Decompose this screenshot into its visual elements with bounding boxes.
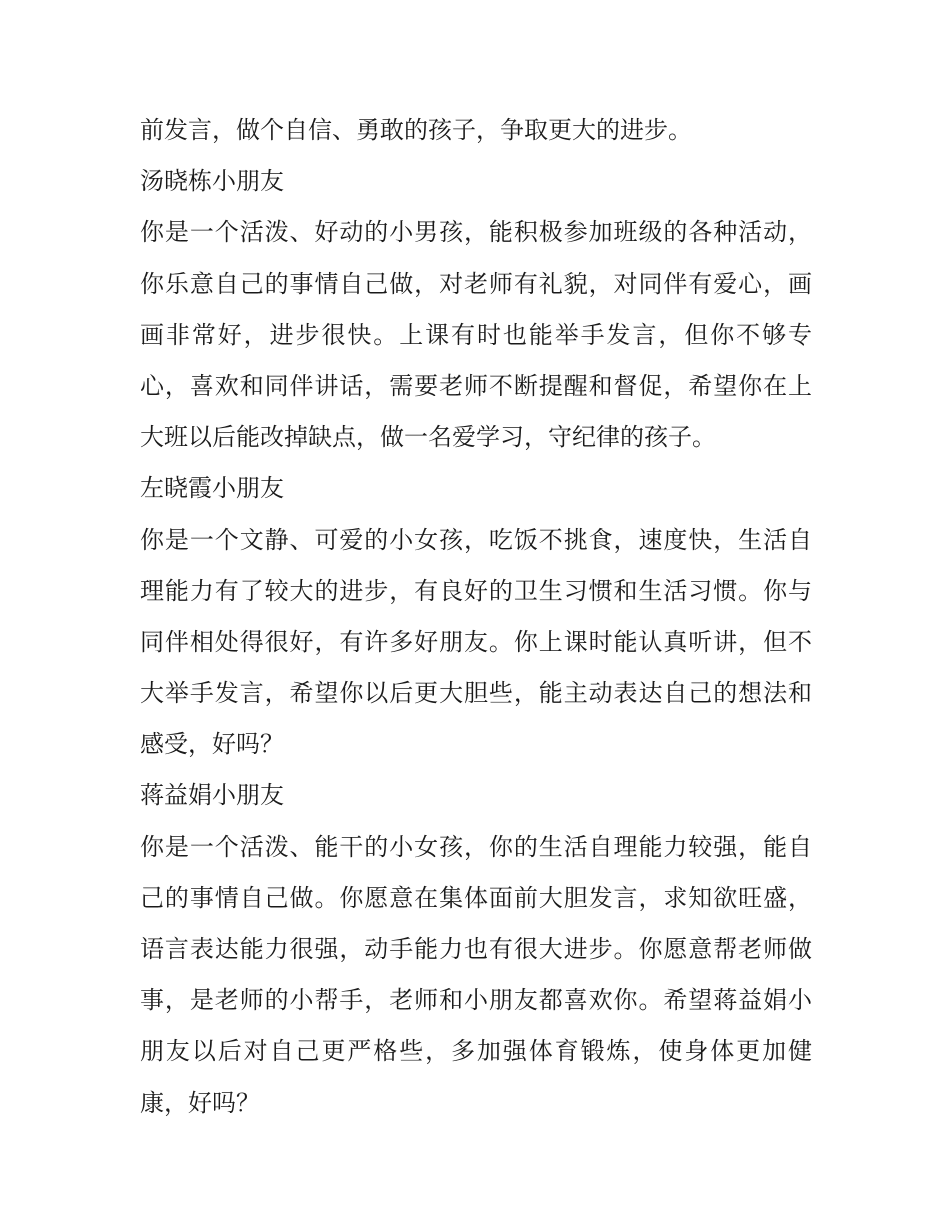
text-line: 同伴相处得很好，有许多好朋友。你上课时能认真听讲，但不 (140, 627, 812, 656)
section-heading: 蒋益娟小朋友 (140, 781, 284, 810)
text-line: 大班以后能改掉缺点，做一名爱学习，守纪律的孩子。 (140, 423, 716, 452)
text-line: 你是一个文静、可爱的小女孩，吃饭不挑食，速度快，生活自 (140, 525, 812, 554)
text-line: 感受，好吗？ (140, 730, 284, 759)
text-line: 己的事情自己做。你愿意在集体面前大胆发言，求知欲旺盛， (140, 883, 812, 912)
document-body (140, 105, 812, 1129)
text-line: 画非常好，进步很快。上课有时也能举手发言，但你不够专 (140, 320, 812, 349)
text-line: 前发言，做个自信、勇敢的孩子，争取更大的进步。 (140, 116, 692, 144)
text-line: 理能力有了较大的进步，有良好的卫生习惯和生活习惯。你与 (140, 576, 812, 605)
text-line: 你是一个活泼、能干的小女孩，你的生活自理能力较强，能自 (140, 832, 812, 861)
section-heading: 汤晓栋小朋友 (140, 167, 284, 196)
text-line: 你是一个活泼、好动的小男孩，能积极参加班级的各种活动， (140, 218, 812, 247)
text-line: 心，喜欢和同伴讲话，需要老师不断提醒和督促，希望你在上 (140, 371, 812, 400)
section-heading: 左晓霞小朋友 (140, 474, 284, 503)
text-line: 你乐意自己的事情自己做，对老师有礼貌，对同伴有爱心，画 (140, 269, 812, 298)
text-line: 事，是老师的小帮手，老师和小朋友都喜欢你。希望蒋益娟小 (140, 986, 812, 1015)
text-line: 大举手发言，希望你以后更大胆些，能主动表达自己的想法和 (140, 679, 812, 708)
text-line: 康，好吗？ (140, 1088, 260, 1117)
text-line: 语言表达能力很强，动手能力也有很大进步。你愿意帮老师做 (140, 935, 812, 963)
text-line: 朋友以后对自己更严格些，多加强体育锻炼，使身体更加健 (140, 1037, 812, 1066)
